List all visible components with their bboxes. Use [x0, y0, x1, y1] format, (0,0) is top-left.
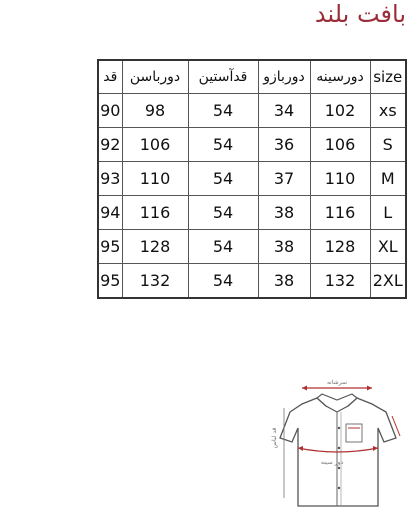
chest-label: دور سینه — [320, 459, 344, 466]
cell-height: 94 — [98, 196, 122, 230]
table-row — [98, 264, 406, 299]
cell-chest: 106 — [310, 128, 370, 162]
cell-hip: 106 — [122, 128, 188, 162]
cell-chest: 132 — [310, 264, 370, 299]
header-chest: دورسینه — [310, 60, 370, 94]
page-title: بافت بلند — [314, 0, 406, 28]
cell-sleeve: 54 — [188, 230, 258, 264]
length-label: قد لباس — [271, 427, 278, 449]
table-row — [98, 128, 406, 162]
header-height: قد — [98, 60, 122, 94]
header-size: size — [370, 60, 406, 94]
cell-height: 90 — [98, 94, 122, 128]
cell-height: 93 — [98, 162, 122, 196]
cell-hip: 116 — [122, 196, 188, 230]
table-row — [98, 196, 406, 230]
cell-sleeve: 54 — [188, 264, 258, 299]
cell-chest: 128 — [310, 230, 370, 264]
cell-arm: 38 — [258, 264, 310, 299]
cell-size: S — [370, 128, 406, 162]
cell-size: 2XL — [370, 264, 406, 299]
header-hip: دورباسن — [122, 60, 188, 94]
cell-sleeve: 54 — [188, 196, 258, 230]
header-sleeve-length: قدآستین — [188, 60, 258, 94]
shirt-measurement-diagram — [262, 378, 412, 518]
table-row — [98, 94, 406, 128]
table-row — [98, 230, 406, 264]
shoulder-label: سرشانه — [326, 379, 348, 386]
cell-size: M — [370, 162, 406, 196]
cell-chest: 110 — [310, 162, 370, 196]
cell-arm: 37 — [258, 162, 310, 196]
cell-sleeve: 54 — [188, 94, 258, 128]
cell-size: xs — [370, 94, 406, 128]
cell-height: 95 — [98, 264, 122, 299]
cell-hip: 110 — [122, 162, 188, 196]
cell-height: 95 — [98, 230, 122, 264]
cell-arm: 38 — [258, 230, 310, 264]
cell-arm: 34 — [258, 94, 310, 128]
cell-hip: 98 — [122, 94, 188, 128]
table-row — [98, 162, 406, 196]
header-arm: دوربازو — [258, 60, 310, 94]
cell-size: XL — [370, 230, 406, 264]
cell-arm: 36 — [258, 128, 310, 162]
table-header-row — [98, 60, 406, 94]
cell-sleeve: 54 — [188, 162, 258, 196]
cell-arm: 38 — [258, 196, 310, 230]
cell-hip: 128 — [122, 230, 188, 264]
cell-chest: 116 — [310, 196, 370, 230]
cell-hip: 132 — [122, 264, 188, 299]
cell-sleeve: 54 — [188, 128, 258, 162]
cell-height: 92 — [98, 128, 122, 162]
cell-size: L — [370, 196, 406, 230]
size-chart-table — [97, 59, 407, 299]
cell-chest: 102 — [310, 94, 370, 128]
